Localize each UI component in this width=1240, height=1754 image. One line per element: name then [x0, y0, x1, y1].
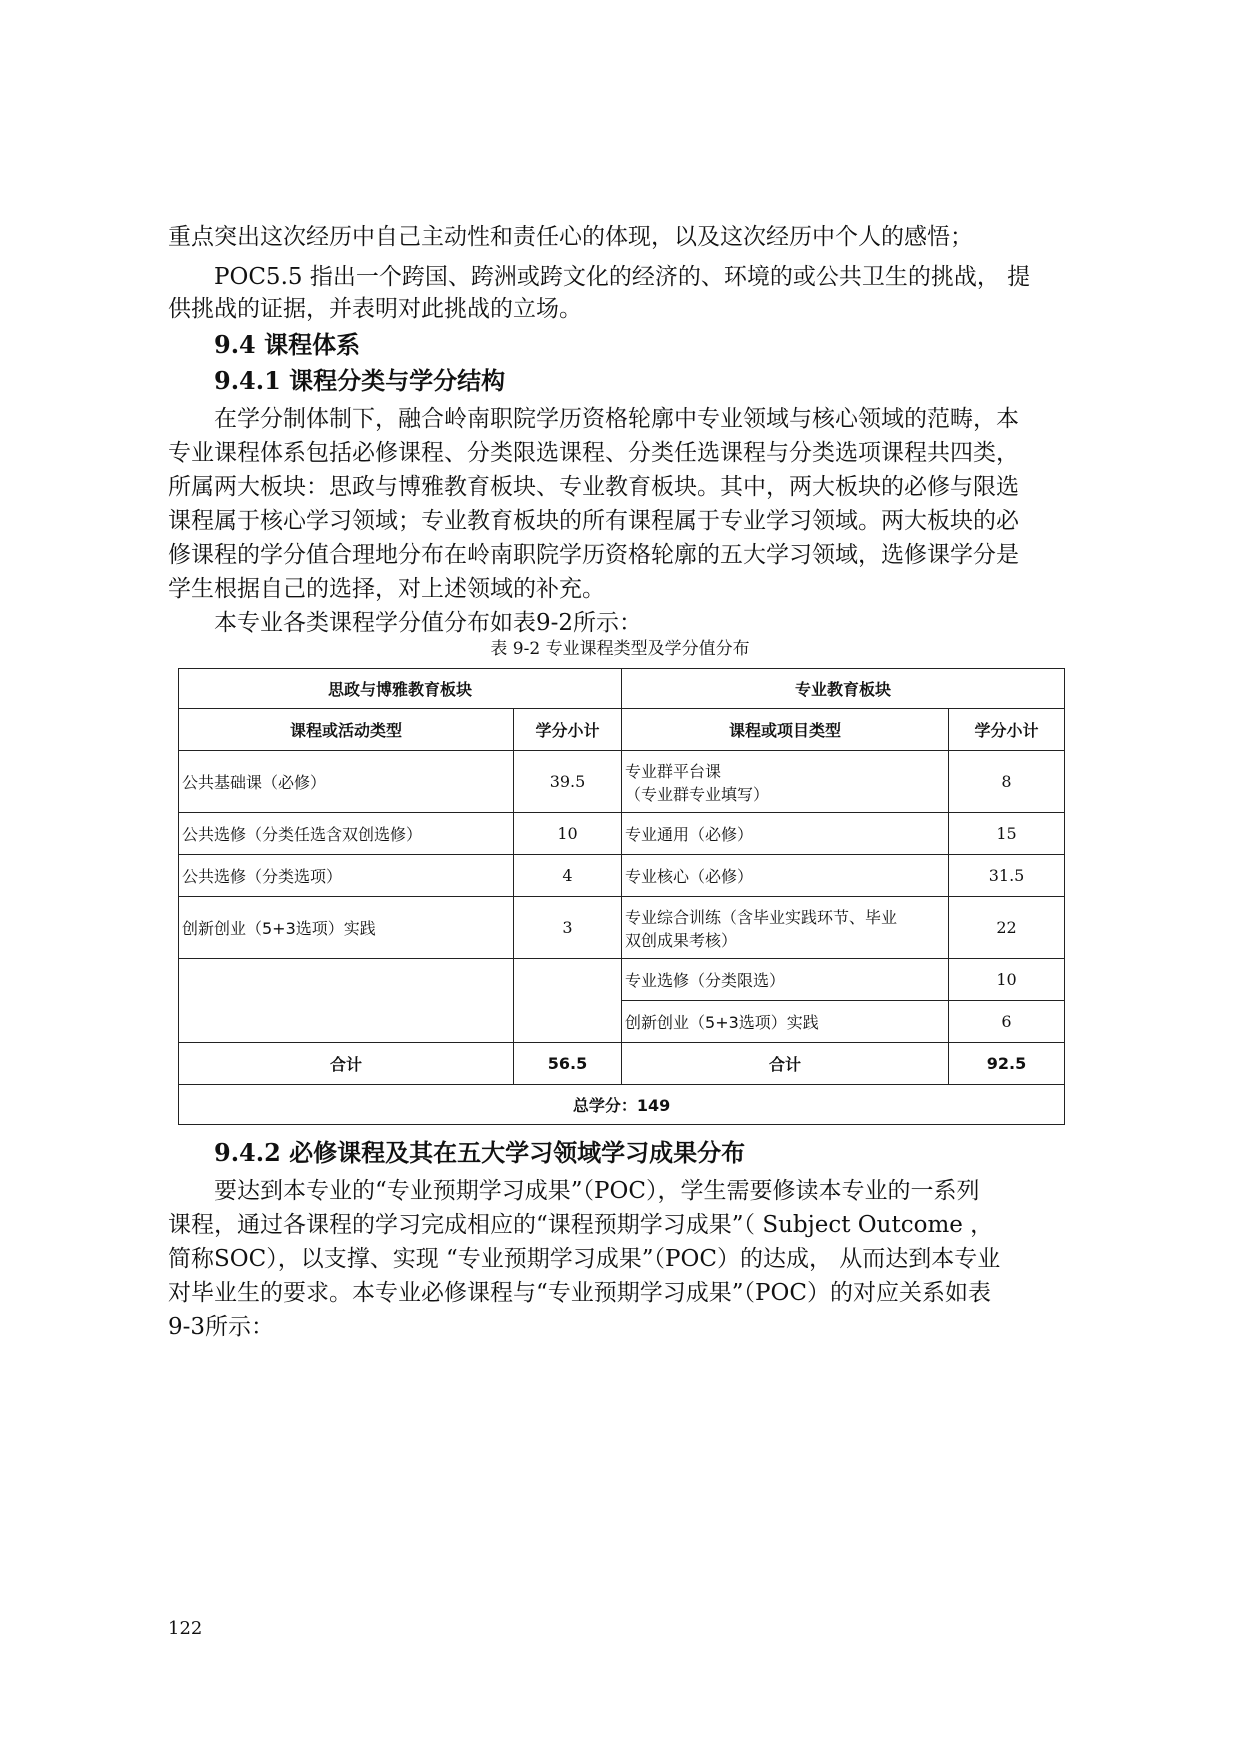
table-cell: 10	[514, 813, 622, 855]
sum-value: 92.5	[949, 1043, 1065, 1085]
section-heading-9-4: 9.4 课程体系	[214, 330, 361, 359]
paragraph-line: 在学分制体制下，融合岭南职院学历资格轮廓中专业领域与核心领域的范畴，本	[214, 406, 1019, 432]
column-header: 课程或活动类型	[179, 709, 514, 751]
paragraph-line: 简称SOC），以支撑、实现 “专业预期学习成果”（POC）的达成， 从而达到本专业	[168, 1246, 1001, 1272]
table-cell: 创新创业（5+3选项）实践	[622, 1001, 949, 1043]
table-cell-empty	[179, 959, 514, 1043]
table-cell: 公共选修（分类选项）	[179, 855, 514, 897]
paragraph-line: 课程属于核心学习领域；专业教育板块的所有课程属于专业学习领域。两大板块的必	[168, 508, 1019, 534]
paragraph-line: 课程，通过各课程的学习完成相应的“课程预期学习成果”（ Subject Outcome ，	[168, 1212, 994, 1238]
paragraph-line: POC5.5 指出一个跨国、跨洲或跨文化的经济的、环境的或公共卫生的挑战， 提	[214, 264, 1031, 290]
table-cell: 专业通用（必修）	[622, 813, 949, 855]
table-row	[179, 855, 1065, 897]
sum-label: 合计	[179, 1043, 514, 1085]
table-cell: 公共基础课（必修）	[179, 751, 514, 813]
total-credits: 总学分：149	[179, 1085, 1065, 1125]
table-cell: 4	[514, 855, 622, 897]
paragraph-line: 重点突出这次经历中自己主动性和责任心的体现，以及这次经历中个人的感悟；	[168, 224, 973, 250]
block-header-right: 专业教育板块	[622, 669, 1065, 709]
table-cell: 31.5	[949, 855, 1065, 897]
table-cell: 3	[514, 897, 622, 959]
section-heading-9-4-2: 9.4.2 必修课程及其在五大学习领域学习成果分布	[214, 1138, 746, 1167]
cell-line: 双创成果考核）	[625, 930, 738, 950]
column-header: 学分小计	[949, 709, 1065, 751]
paragraph-line: 要达到本专业的“专业预期学习成果”（POC），学生需要修读本专业的一系列	[214, 1178, 980, 1204]
paragraph-line: 学生根据自己的选择，对上述领域的补充。	[168, 576, 605, 602]
table-row	[179, 959, 1065, 1001]
table-row	[179, 897, 1065, 959]
sum-label: 合计	[622, 1043, 949, 1085]
table-cell: 15	[949, 813, 1065, 855]
table-cell: 22	[949, 897, 1065, 959]
cell-line: 专业综合训练（含毕业实践环节、毕业	[625, 907, 898, 927]
table-cell	[622, 751, 949, 813]
table-cell: 10	[949, 959, 1065, 1001]
page-number: 122	[168, 1618, 203, 1639]
table-column-header-row	[179, 709, 1065, 751]
table-cell: 专业选修（分类限选）	[622, 959, 949, 1001]
table-cell	[622, 897, 949, 959]
sum-value: 56.5	[514, 1043, 622, 1085]
column-header: 课程或项目类型	[622, 709, 949, 751]
cell-line: （专业群专业填写）	[625, 784, 770, 804]
paragraph-line: 所属两大板块：思政与博雅教育板块、专业教育板块。其中，两大板块的必修与限选	[168, 474, 1019, 500]
table-sum-row	[179, 1043, 1065, 1085]
table-intro: 本专业各类课程学分值分布如表9-2所示：	[214, 610, 643, 636]
paragraph-line: 专业课程体系包括必修课程、分类限选课程、分类任选课程与分类选项课程共四类，	[168, 440, 1019, 466]
table-cell-empty	[514, 959, 622, 1043]
block-header-left: 思政与博雅教育板块	[179, 669, 622, 709]
section-heading-9-4-1: 9.4.1 课程分类与学分结构	[214, 366, 506, 395]
paragraph-line: 9-3所示：	[168, 1314, 275, 1340]
table-row	[179, 813, 1065, 855]
credit-distribution-table	[178, 668, 1065, 1125]
column-header: 学分小计	[514, 709, 622, 751]
cell-line: 专业群平台课	[625, 761, 722, 781]
table-cell: 专业核心（必修）	[622, 855, 949, 897]
table-total-row	[179, 1085, 1065, 1125]
table-row	[179, 751, 1065, 813]
table-cell: 6	[949, 1001, 1065, 1043]
paragraph-line: 对毕业生的要求。本专业必修课程与“专业预期学习成果”（POC）的对应关系如表	[168, 1280, 991, 1306]
table-cell: 8	[949, 751, 1065, 813]
table-caption: 表 9-2 专业课程类型及学分值分布	[490, 639, 750, 659]
table-cell: 公共选修（分类任选含双创选修）	[179, 813, 514, 855]
paragraph-line: 修课程的学分值合理地分布在岭南职院学历资格轮廓的五大学习领域，选修课学分是	[168, 542, 1019, 568]
table-cell: 39.5	[514, 751, 622, 813]
table-block-header-row	[179, 669, 1065, 709]
table-cell: 创新创业（5+3选项）实践	[179, 897, 514, 959]
paragraph-line: 供挑战的证据，并表明对此挑战的立场。	[168, 296, 582, 322]
